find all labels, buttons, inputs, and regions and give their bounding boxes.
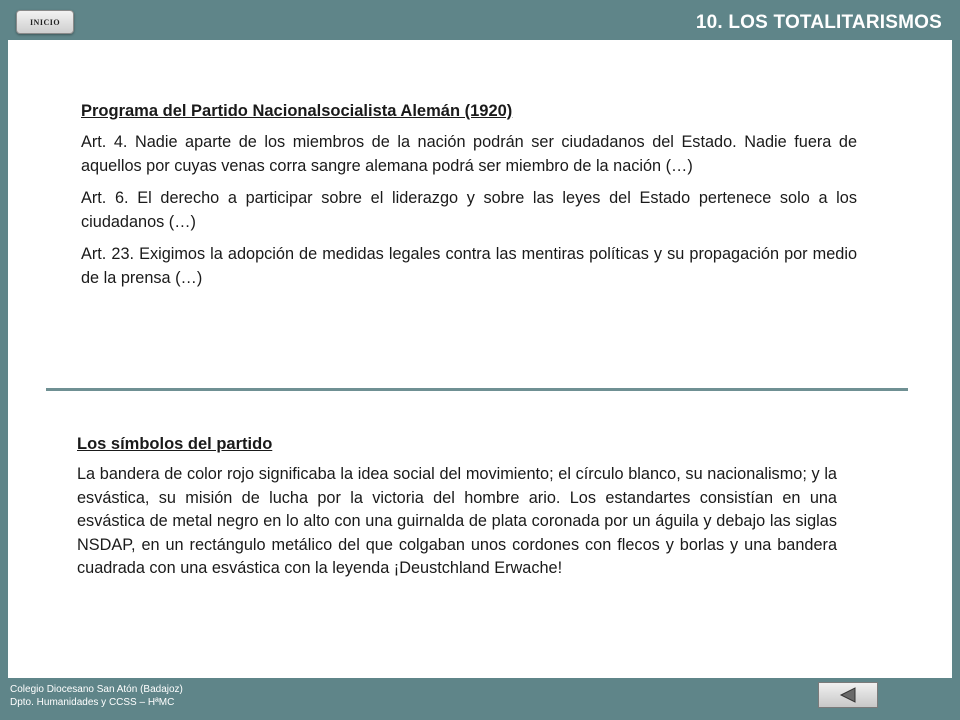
symbols-heading: Los símbolos del partido [77,435,273,453]
footer-credits [10,683,183,709]
symbols-paragraph: La bandera de color rojo significaba la idea social del movimiento; el círculo blanco, su nacionalismo; y la esvástica, su misión de lucha por la victoria del hombre ario. Los estandartes consistían en una esvástica de metal negro en lo alto con una guirnalda de plata coronada por un águila y debajo las siglas NSDAP, en un rectángulo metálico del que colgaban unos cordones con flecos y borlas y una bandera cuadrada con una esvástica con la leyenda ¡Deustchland Erwache! [77,465,837,577]
program-section [81,100,857,298]
section-divider [46,388,908,391]
program-heading: Programa del Partido Nacionalsocialista Alemán (1920) [81,102,513,120]
footer-department: Dpto. Humanidades y CCSS – HªMC [10,697,175,708]
footer-school: Colegio Diocesano San Atón (Badajoz) [10,684,183,695]
previous-slide-button[interactable] [818,682,878,708]
article-6: Art. 6. El derecho a participar sobre el liderazgo y sobre las leyes del Estado pertenece solo a los ciudadanos (…) [81,189,857,231]
home-button[interactable]: INICIO [16,10,74,34]
slide-content [0,40,960,678]
triangle-left-icon [837,686,859,704]
header-bar [0,0,960,40]
footer-bar [0,678,960,720]
article-23: Art. 23. Exigimos la adopción de medidas legales contra las mentiras políticas y su propagación por medio de la prensa (…) [81,245,857,287]
symbols-section [77,433,837,589]
page-title: 10. LOS TOTALITARISMOS [695,12,942,33]
article-4: Art. 4. Nadie aparte de los miembros de la nación podrán ser ciudadanos del Estado. Nadie fuera de aquellos por cuyas venas corra sangre alemana podrá ser miembro de la nación (…) [81,133,857,175]
